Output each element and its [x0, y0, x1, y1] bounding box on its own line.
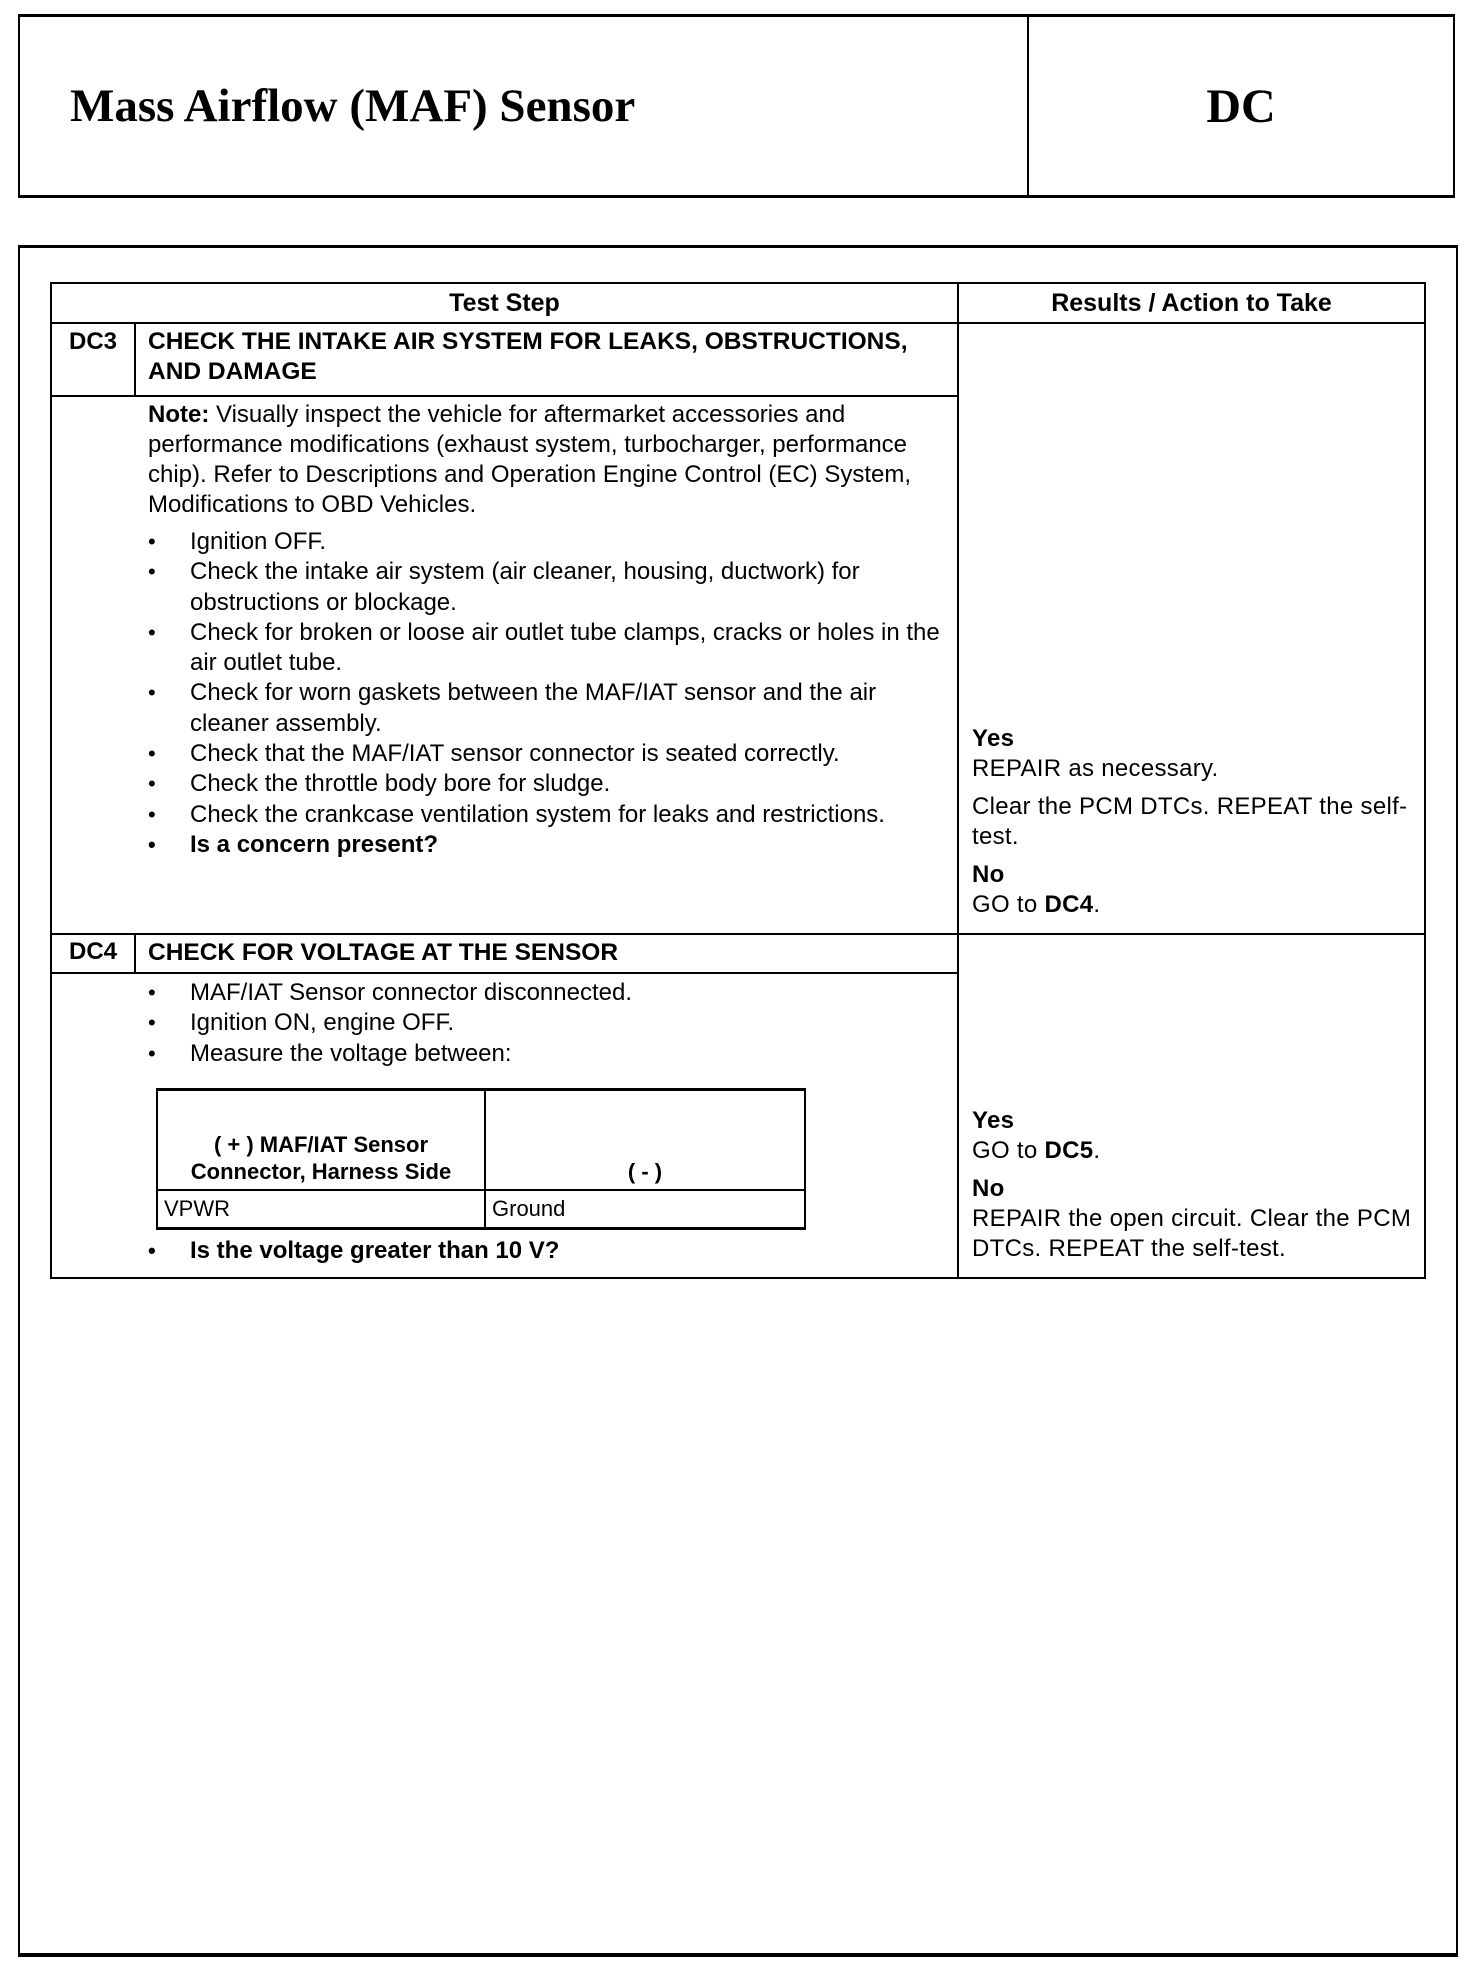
no-action: REPAIR the open circuit. Clear the PCM DTCs. REPEAT the self-test. [972, 1205, 1412, 1262]
row-divider [52, 933, 1424, 935]
instruction-item: • Check the intake air system (air cleaner, housing, ductwork) for obstructions or blockage. [148, 557, 948, 618]
goto-link-dc4[interactable]: DC4 [1044, 891, 1094, 918]
no-action-text: GO to [972, 891, 1045, 918]
question-item: • Is the voltage greater than 10 V? [148, 1236, 948, 1266]
page-header [18, 14, 1455, 198]
page-title: Mass Airflow (MAF) Sensor [70, 80, 636, 132]
no-label: No [972, 1175, 1005, 1202]
yes-label: Yes [972, 725, 1015, 752]
step-instructions-dc3 [148, 527, 948, 860]
section-code: DC [1206, 79, 1276, 133]
measure-cell-positive: VPWR [157, 1190, 485, 1229]
step-code-dc3: DC3 [68, 328, 117, 355]
instruction-item: • Check for worn gaskets between the MAF/IAT sensor and the air cleaner assembly. [148, 678, 948, 739]
yes-action-text: GO to [972, 1137, 1045, 1164]
question-item: • Is a concern present? [148, 830, 948, 860]
yes-action: REPAIR as necessary. [972, 755, 1219, 782]
step-instructions-dc4 [148, 978, 948, 1069]
column-header-test-step: Test Step [449, 288, 560, 317]
goto-link-dc5[interactable]: DC5 [1044, 1137, 1094, 1164]
row-divider [52, 395, 957, 397]
column-header-results: Results / Action to Take [1051, 288, 1332, 317]
instruction-item: • Check that the MAF/IAT sensor connector is seated correctly. [148, 739, 948, 769]
step-note-dc3 [148, 400, 948, 520]
step-code-divider [134, 933, 136, 972]
no-action [972, 890, 1417, 920]
note-text: Visually inspect the vehicle for aftermarket accessories and performance modifications (exhaust system, turbocharger, performance chip). Refer to Descriptions and Operation Engine Control (EC) System, Modifications to OBD Vehicles. [148, 401, 911, 518]
instruction-item: • Check the crankcase ventilation system for leaks and restrictions. [148, 800, 948, 830]
no-label: No [972, 861, 1005, 888]
instruction-item: • Check the throttle body bore for sludge. [148, 769, 948, 799]
results-dc4 [972, 1106, 1417, 1264]
step-code-divider [134, 322, 136, 395]
yes-action-suffix: . [1093, 1137, 1101, 1164]
instruction-item: • Ignition OFF. [148, 527, 948, 557]
column-divider [957, 284, 959, 1277]
instruction-item: • MAF/IAT Sensor connector disconnected. [148, 978, 948, 1008]
no-action-suffix: . [1093, 891, 1101, 918]
instruction-item: • Check for broken or loose air outlet tube clamps, cracks or holes in the air outlet tube. [148, 618, 948, 679]
results-dc3 [972, 724, 1417, 920]
measure-header-negative: ( - ) [485, 1090, 805, 1191]
note-label: Note: [148, 401, 210, 428]
step-question-dc4 [148, 1236, 948, 1266]
step-code-dc4: DC4 [68, 938, 117, 965]
instruction-item: • Measure the voltage between: [148, 1039, 948, 1069]
yes-action [972, 1136, 1417, 1166]
row-divider [52, 972, 957, 974]
step-title-dc4: CHECK FOR VOLTAGE AT THE SENSOR [148, 939, 619, 966]
pinpoint-test-table [50, 282, 1426, 1279]
yes-action: Clear the PCM DTCs. REPEAT the self-test. [972, 793, 1408, 850]
measurement-table [156, 1088, 806, 1230]
yes-label: Yes [972, 1107, 1015, 1134]
row-divider [52, 322, 1424, 324]
instruction-item: • Ignition ON, engine OFF. [148, 1008, 948, 1038]
measure-cell-negative: Ground [485, 1190, 805, 1229]
step-title-dc3: CHECK THE INTAKE AIR SYSTEM FOR LEAKS, OBSTRUCTIONS, AND DAMAGE [148, 328, 908, 385]
measure-header-positive: ( + ) MAF/IAT Sensor Connector, Harness Side [157, 1090, 485, 1191]
